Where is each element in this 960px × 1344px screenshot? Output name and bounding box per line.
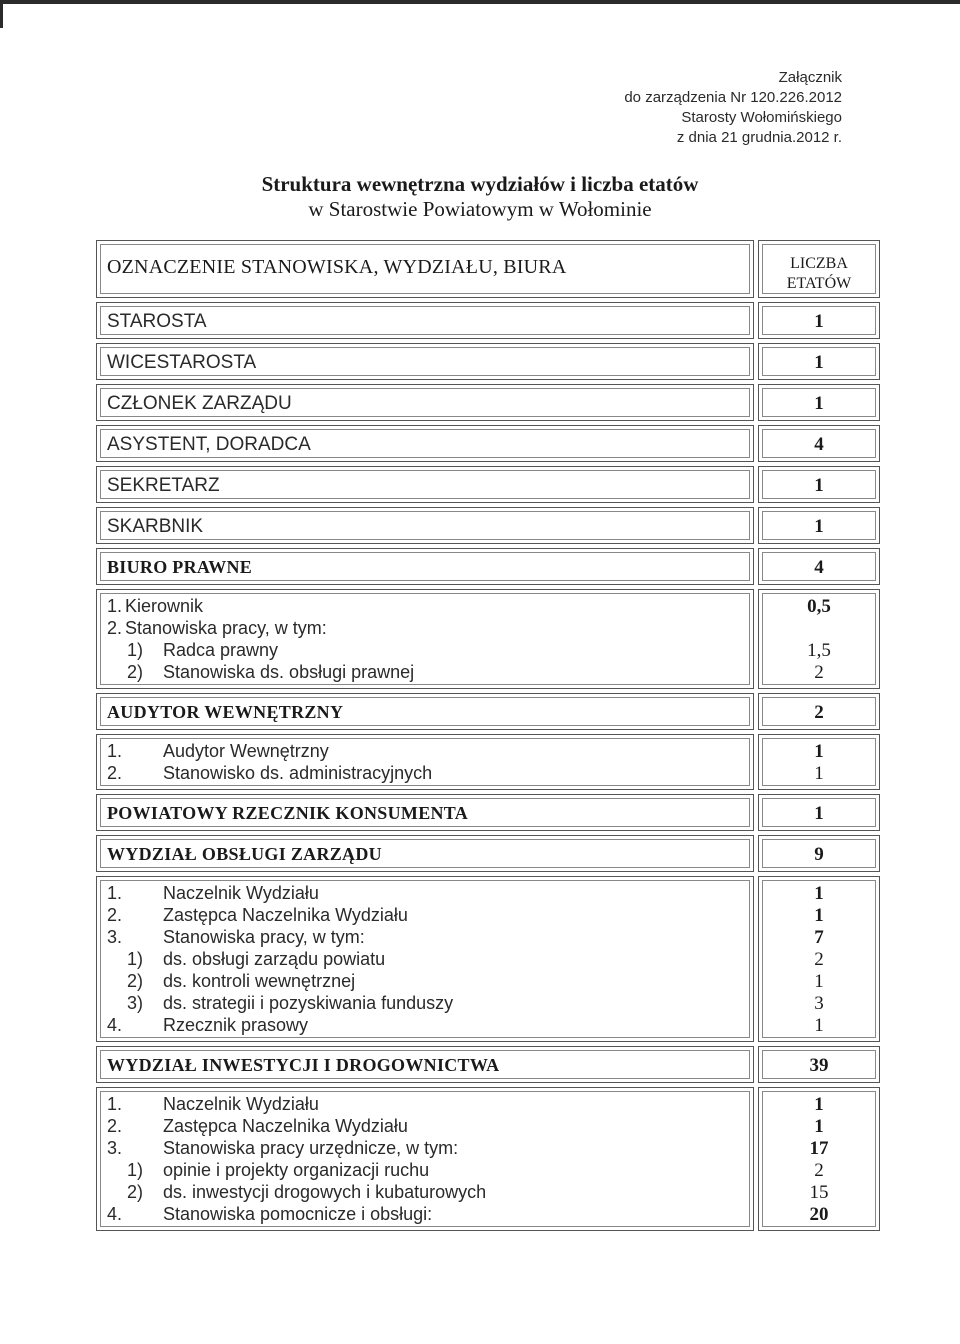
title-line-2: w Starostwie Powiatowym w Wołominie xyxy=(308,197,652,221)
item-count: 7 xyxy=(814,927,824,948)
count-cell xyxy=(758,466,880,503)
count-value: 1 xyxy=(814,393,824,414)
item-number: 3. xyxy=(107,1138,123,1158)
count-cell xyxy=(758,693,880,730)
section-name: WYDZIAŁ OBSŁUGI ZARZĄDU xyxy=(107,844,382,864)
item-label: Zastępca Naczelnika Wydziału xyxy=(163,1116,408,1136)
item-number: 1) xyxy=(127,1160,144,1180)
count-cell xyxy=(758,425,880,462)
count-cell xyxy=(758,794,880,831)
item-count: 1 xyxy=(814,763,824,784)
section-detail-row xyxy=(96,1087,880,1231)
item-label: ds. inwestycji drogowych i kubaturowych xyxy=(163,1182,487,1202)
count-value: 1 xyxy=(814,311,824,332)
position-cell xyxy=(96,1087,754,1231)
section-header-row xyxy=(96,1046,880,1083)
position-cell xyxy=(96,343,754,380)
item-count: 2 xyxy=(814,1160,824,1181)
table-row xyxy=(96,302,880,339)
annex-line-4: z dnia 21 grudnia.2012 r. xyxy=(676,129,842,146)
item-count: 0,5 xyxy=(807,596,831,617)
position-label: ASYSTENT, DORADCA xyxy=(107,434,311,455)
item-number: 2. xyxy=(107,905,123,925)
position-cell xyxy=(96,693,754,730)
item-label: Stanowisko ds. administracyjnych xyxy=(163,763,433,783)
position-cell xyxy=(96,548,754,585)
position-label: STAROSTA xyxy=(107,311,207,332)
item-count: 1 xyxy=(814,971,824,992)
section-header-row xyxy=(96,794,880,831)
count-cell xyxy=(758,384,880,421)
section-total: 39 xyxy=(809,1055,829,1076)
item-label: Stanowiska pomocnicze i obsługi: xyxy=(163,1204,433,1224)
item-count: 1 xyxy=(814,1015,824,1036)
position-cell xyxy=(96,302,754,339)
item-label: ds. obsługi zarządu powiatu xyxy=(163,949,386,969)
position-cell xyxy=(96,1046,754,1083)
item-count: 1 xyxy=(814,1116,824,1137)
item-number: 1. xyxy=(107,741,123,761)
item-count: 2 xyxy=(814,662,824,683)
item-number: 4. xyxy=(107,1015,123,1035)
item-label: Zastępca Naczelnika Wydziału xyxy=(163,905,408,925)
item-label: opinie i projekty organizacji ruchu xyxy=(163,1160,430,1180)
count-cell xyxy=(758,734,880,790)
table-row xyxy=(96,507,880,544)
section-name: WYDZIAŁ INWESTYCJI I DROGOWNICTWA xyxy=(107,1055,500,1075)
section-total: 2 xyxy=(814,702,824,723)
count-cell xyxy=(758,835,880,872)
table-row xyxy=(96,343,880,380)
header-count-label xyxy=(759,254,879,294)
item-label: ds. strategii i pozyskiwania funduszy xyxy=(163,993,454,1013)
annex-line-2: do zarządzenia Nr 120.226.2012 xyxy=(624,89,842,106)
count-cell xyxy=(758,343,880,380)
document-title xyxy=(0,172,960,222)
item-number: 4. xyxy=(107,1204,123,1224)
section-name: AUDYTOR WEWNĘTRZNY xyxy=(107,702,344,722)
item-count: 3 xyxy=(814,993,824,1014)
item-label: Audytor Wewnętrzny xyxy=(163,741,329,761)
header-position-cell xyxy=(96,240,754,298)
item-count: 1 xyxy=(814,883,824,904)
item-number: 2) xyxy=(127,662,144,682)
item-label: Kierownik xyxy=(125,596,204,616)
annex-line-1: Załącznik xyxy=(778,69,842,86)
section-header-row xyxy=(96,835,880,872)
item-count: 20 xyxy=(809,1204,829,1225)
position-cell xyxy=(96,876,754,1042)
position-cell xyxy=(96,384,754,421)
position-cell xyxy=(96,734,754,790)
item-number: 2) xyxy=(127,971,144,991)
count-value: 4 xyxy=(814,434,824,455)
header-count-line-2: ETATÓW xyxy=(786,275,852,292)
section-total: 4 xyxy=(814,557,824,578)
item-count: 1 xyxy=(814,1094,824,1115)
position-cell xyxy=(96,794,754,831)
position-cell xyxy=(96,589,754,689)
item-number: 1. xyxy=(107,1094,123,1114)
scan-border-top xyxy=(0,0,960,4)
header-position-label: OZNACZENIE STANOWISKA, WYDZIAŁU, BIURA xyxy=(107,256,567,278)
item-number: 3. xyxy=(107,927,123,947)
item-number: 1. xyxy=(107,596,123,616)
item-number: 1) xyxy=(127,640,144,660)
item-label: Stanowiska pracy urzędnicze, w tym: xyxy=(163,1138,459,1158)
position-cell xyxy=(96,466,754,503)
section-detail-row xyxy=(96,589,880,689)
count-value: 1 xyxy=(814,352,824,373)
item-label: Radca prawny xyxy=(163,640,279,660)
item-count: 1 xyxy=(814,741,824,762)
item-label: Stanowiska ds. obsługi prawnej xyxy=(163,662,415,682)
item-count: 1,5 xyxy=(807,640,831,661)
table-header-row xyxy=(96,240,880,298)
count-cell xyxy=(758,1087,880,1231)
item-count: 2 xyxy=(814,949,824,970)
item-number: 1. xyxy=(107,883,123,903)
position-cell xyxy=(96,425,754,462)
section-header-row xyxy=(96,548,880,585)
section-name: POWIATOWY RZECZNIK KONSUMENTA xyxy=(107,803,469,823)
item-label: ds. kontroli wewnętrznej xyxy=(163,971,356,991)
count-value: 1 xyxy=(814,475,824,496)
item-count: 17 xyxy=(809,1138,829,1159)
section-detail-row xyxy=(96,876,880,1042)
table-row xyxy=(96,384,880,421)
item-number: 3) xyxy=(127,993,144,1013)
section-detail-row xyxy=(96,734,880,790)
count-cell xyxy=(758,876,880,1042)
item-count: 15 xyxy=(809,1182,829,1203)
position-cell xyxy=(96,507,754,544)
position-label: SKARBNIK xyxy=(107,516,204,537)
item-label: Naczelnik Wydziału xyxy=(163,883,319,903)
count-cell xyxy=(758,548,880,585)
item-number: 2. xyxy=(107,763,123,783)
position-label: SEKRETARZ xyxy=(107,475,220,496)
item-number: 2. xyxy=(107,618,123,638)
item-label: Naczelnik Wydziału xyxy=(163,1094,319,1114)
section-total: 9 xyxy=(814,844,824,865)
item-number: 2. xyxy=(107,1116,123,1136)
table-row xyxy=(96,466,880,503)
item-label: Rzecznik prasowy xyxy=(163,1015,309,1035)
section-header-row xyxy=(96,693,880,730)
scan-corner-mark xyxy=(0,0,3,28)
position-label: WICESTAROSTA xyxy=(107,352,257,373)
count-cell xyxy=(758,1046,880,1083)
title-line-1: Struktura wewnętrzna wydziałów i liczba etatów xyxy=(261,172,699,196)
position-cell xyxy=(96,835,754,872)
annex-line-3: Starosty Wołomińskiego xyxy=(681,109,842,126)
header-count-line-1: LICZBA xyxy=(790,255,848,272)
count-value: 1 xyxy=(814,516,824,537)
section-name: BIURO PRAWNE xyxy=(107,557,253,577)
count-cell xyxy=(758,302,880,339)
position-label: CZŁONEK ZARZĄDU xyxy=(107,393,292,414)
section-total: 1 xyxy=(814,803,824,824)
item-label: Stanowiska pracy, w tym: xyxy=(125,618,327,638)
item-count: 1 xyxy=(814,905,824,926)
header-count-cell xyxy=(758,240,880,298)
item-number: 1) xyxy=(127,949,144,969)
count-cell xyxy=(758,507,880,544)
item-label: Stanowiska pracy, w tym: xyxy=(163,927,365,947)
annex-note xyxy=(624,68,842,148)
table-row xyxy=(96,425,880,462)
item-number: 2) xyxy=(127,1182,144,1202)
count-cell xyxy=(758,589,880,689)
